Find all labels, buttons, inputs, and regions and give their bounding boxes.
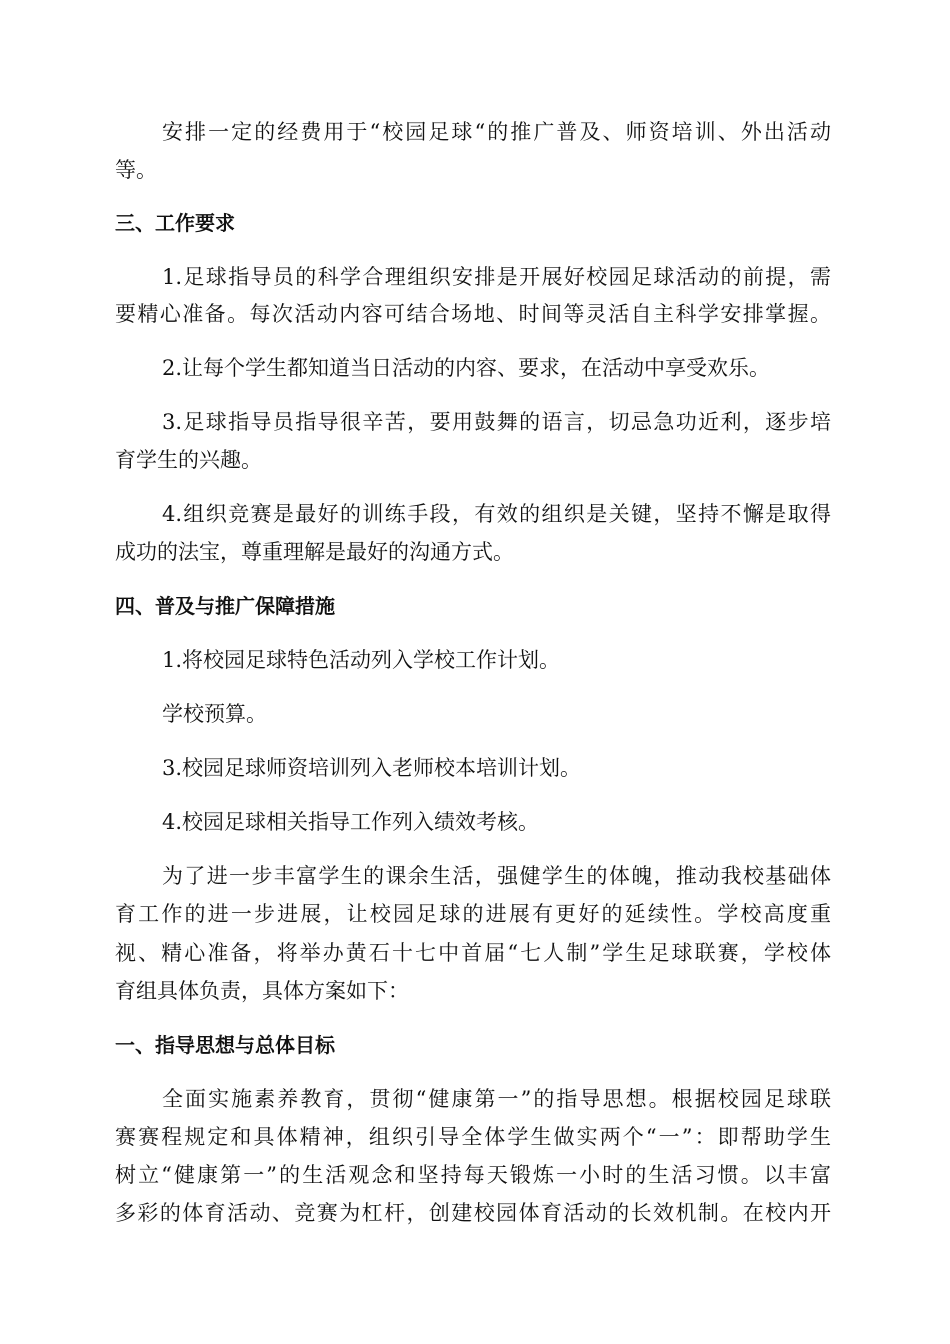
paragraph-line: 育组具体负责，具体方案如下： (115, 979, 409, 1003)
paragraph-line: 等。 (115, 158, 157, 182)
section-heading-3: 三、工作要求 (115, 211, 235, 235)
paragraph-line: 3.足球指导员指导很辛苦，要用鼓舞的语言，切忌急功近利，逐步培 (162, 410, 831, 434)
paragraph-line: 为了进一步丰富学生的课余生活，强健学生的体魄，推动我校基础体 (162, 864, 831, 888)
paragraph-line: 1.将校园足球特色活动列入学校工作计划。 (162, 648, 561, 672)
paragraph-line: 多彩的体育活动、竞赛为杠杆，创建校园体育活动的长效机制。在校内开 (115, 1201, 831, 1225)
paragraph-line: 育学生的兴趣。 (115, 448, 262, 472)
paragraph-line: 树立“健康第一”的生活观念和坚持每天锻炼一小时的生活习惯。以丰富 (115, 1163, 831, 1187)
paragraph-line: 安排一定的经费用于“校园足球“的推广普及、师资培训、外出活动 (162, 120, 831, 144)
paragraph-line: 赛赛程规定和具体精神，组织引导全体学生做实两个“一”：即帮助学生 (115, 1125, 831, 1149)
section-heading-1: 一、指导思想与总体目标 (115, 1033, 335, 1057)
paragraph-line: 3.校园足球师资培训列入老师校本培训计划。 (162, 756, 582, 780)
paragraph-line: 4.组织竞赛是最好的训练手段，有效的组织是关键，坚持不懈是取得 (162, 502, 831, 526)
paragraph-line: 育工作的进一步进展，让校园足球的进展有更好的延续性。学校高度重 (115, 902, 831, 926)
paragraph-line: 1.足球指导员的科学合理组织安排是开展好校园足球活动的前提，需 (162, 265, 831, 289)
paragraph-line: 4.校园足球相关指导工作列入绩效考核。 (162, 810, 540, 834)
paragraph-line: 学校预算。 (162, 702, 267, 726)
paragraph-line: 成功的法宝，尊重理解是最好的沟通方式。 (115, 540, 514, 564)
section-heading-4: 四、普及与推广保障措施 (115, 594, 335, 618)
paragraph-line: 2.让每个学生都知道当日活动的内容、要求，在活动中享受欢乐。 (162, 356, 771, 380)
paragraph-line: 要精心准备。每次活动内容可结合场地、时间等灵活自主科学安排掌握。 (115, 302, 831, 326)
paragraph-line: 视、精心准备，将举办黄石十七中首届“七人制”学生足球联赛，学校体 (115, 941, 831, 965)
paragraph-line: 全面实施素养教育，贯彻“健康第一”的指导思想。根据校园足球联 (162, 1087, 831, 1111)
